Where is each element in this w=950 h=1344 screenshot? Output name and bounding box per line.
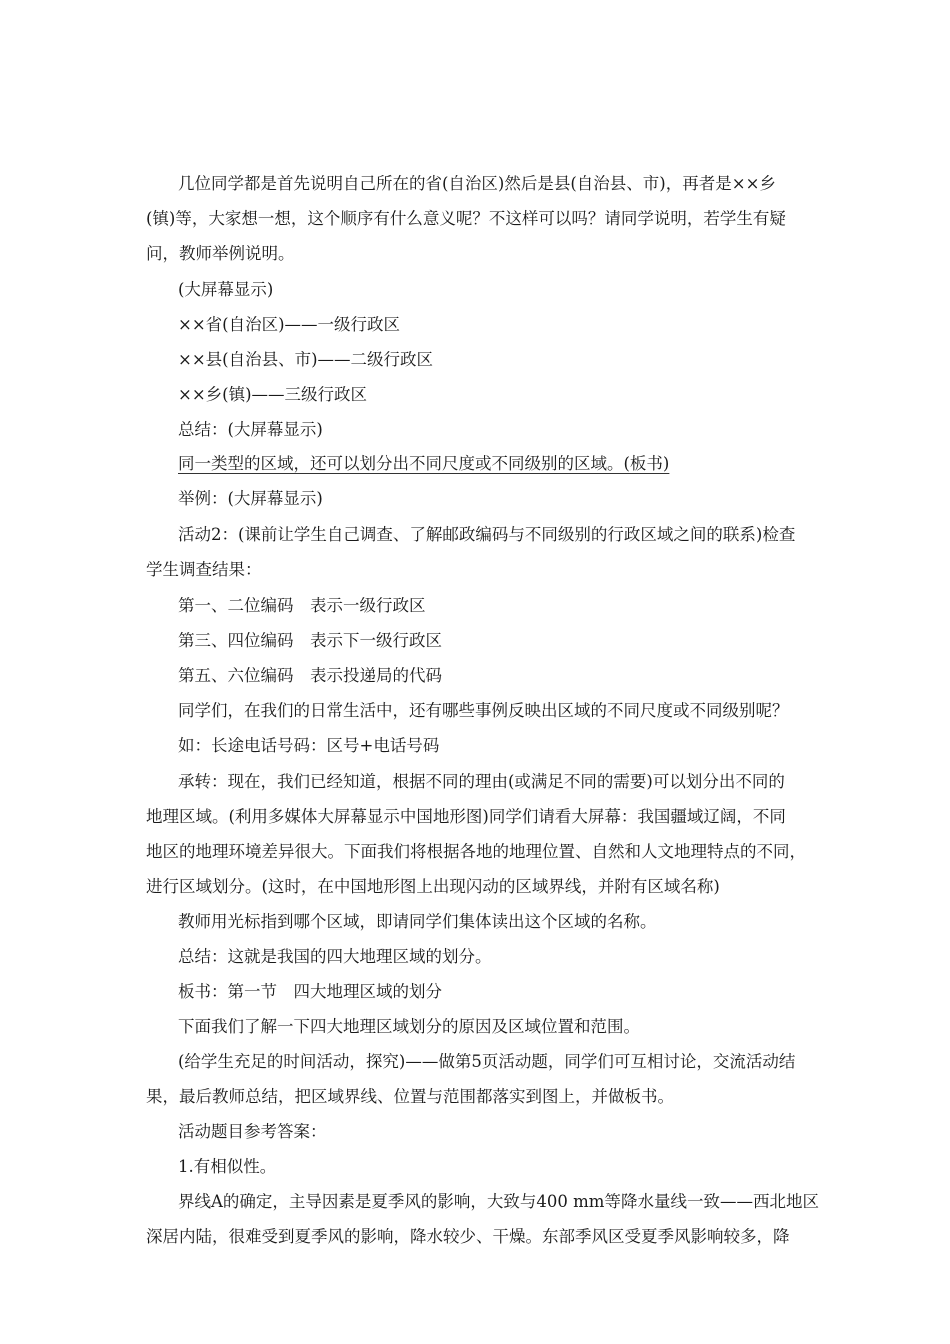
paragraph-line: 地理区域。(利用多媒体大屏幕显示中国地形图)同学们请看大屏幕：我国疆域辽阔，不同 xyxy=(146,807,786,826)
paragraph-line: 如：长途电话号码：区号+电话号码 xyxy=(178,736,440,755)
paragraph-line: ××乡(镇)——三级行政区 xyxy=(178,385,368,404)
paragraph-line: ××县(自治县、市)——二级行政区 xyxy=(178,350,434,369)
paragraph-line: 教师用光标指到哪个区域，即请同学们集体读出这个区域的名称。 xyxy=(178,912,657,931)
paragraph-line: 进行区域划分。(这时，在中国地形图上出现闪动的区域界线，并附有区域名称) xyxy=(146,877,720,896)
paragraph-line: 1.有相似性。 xyxy=(178,1157,277,1176)
paragraph-line: 深居内陆，很难受到夏季风的影响，降水较少、干燥。东部季风区受夏季风影响较多，降 xyxy=(146,1227,790,1246)
paragraph-line: 第三、四位编码 表示下一级行政区 xyxy=(178,631,442,650)
paragraph-line: 承转：现在，我们已经知道，根据不同的理由(或满足不同的需要)可以划分出不同的 xyxy=(178,772,785,791)
paragraph-line: 下面我们了解一下四大地理区域划分的原因及区域位置和范围。 xyxy=(178,1017,640,1036)
paragraph-line: 学生调查结果： xyxy=(146,560,262,579)
board-writing-line: 同一类型的区域，还可以划分出不同尺度或不同级别的区域。(板书) xyxy=(178,454,670,473)
paragraph-line: (大屏幕显示) xyxy=(178,280,274,299)
paragraph-line: 总结：这就是我国的四大地理区域的划分。 xyxy=(178,947,492,966)
paragraph-line: 地区的地理环境差异很大。下面我们将根据各地的地理位置、自然和人文地理特点的不同， xyxy=(146,842,806,861)
paragraph-line: 问，教师举例说明。 xyxy=(146,244,295,263)
paragraph-line: 果，最后教师总结，把区域界线、位置与范围都落实到图上，并做板书。 xyxy=(146,1087,674,1106)
paragraph-line: 举例：(大屏幕显示) xyxy=(178,489,323,508)
paragraph-line: ××省(自治区)——一级行政区 xyxy=(178,315,401,334)
paragraph-line: 板书：第一节 四大地理区域的划分 xyxy=(178,982,442,1001)
paragraph-line: 同学们，在我们的日常生活中，还有哪些事例反映出区域的不同尺度或不同级别呢？ xyxy=(178,701,789,720)
paragraph-line: (给学生充足的时间活动，探究)——做第5页活动题，同学们可互相讨论，交流活动结 xyxy=(178,1052,796,1071)
paragraph-line: 第一、二位编码 表示一级行政区 xyxy=(178,596,426,615)
paragraph-line: 几位同学都是首先说明自己所在的省(自治区)然后是县(自治县、市)，再者是××乡 xyxy=(178,174,776,193)
paragraph-line: 界线A的确定，主导因素是夏季风的影响，大致与400 mm等降水量线一致——西北地区 xyxy=(178,1192,819,1211)
paragraph-line: 第五、六位编码 表示投递局的代码 xyxy=(178,666,442,685)
paragraph-line: 活动题目参考答案： xyxy=(178,1122,327,1141)
paragraph-line: (镇)等，大家想一想，这个顺序有什么意义呢？不这样可以吗？请同学说明，若学生有疑 xyxy=(146,209,786,228)
paragraph-line: 活动2：(课前让学生自己调查、了解邮政编码与不同级别的行政区域之间的联系)检查 xyxy=(178,525,796,544)
paragraph-line: 总结：(大屏幕显示) xyxy=(178,420,323,439)
